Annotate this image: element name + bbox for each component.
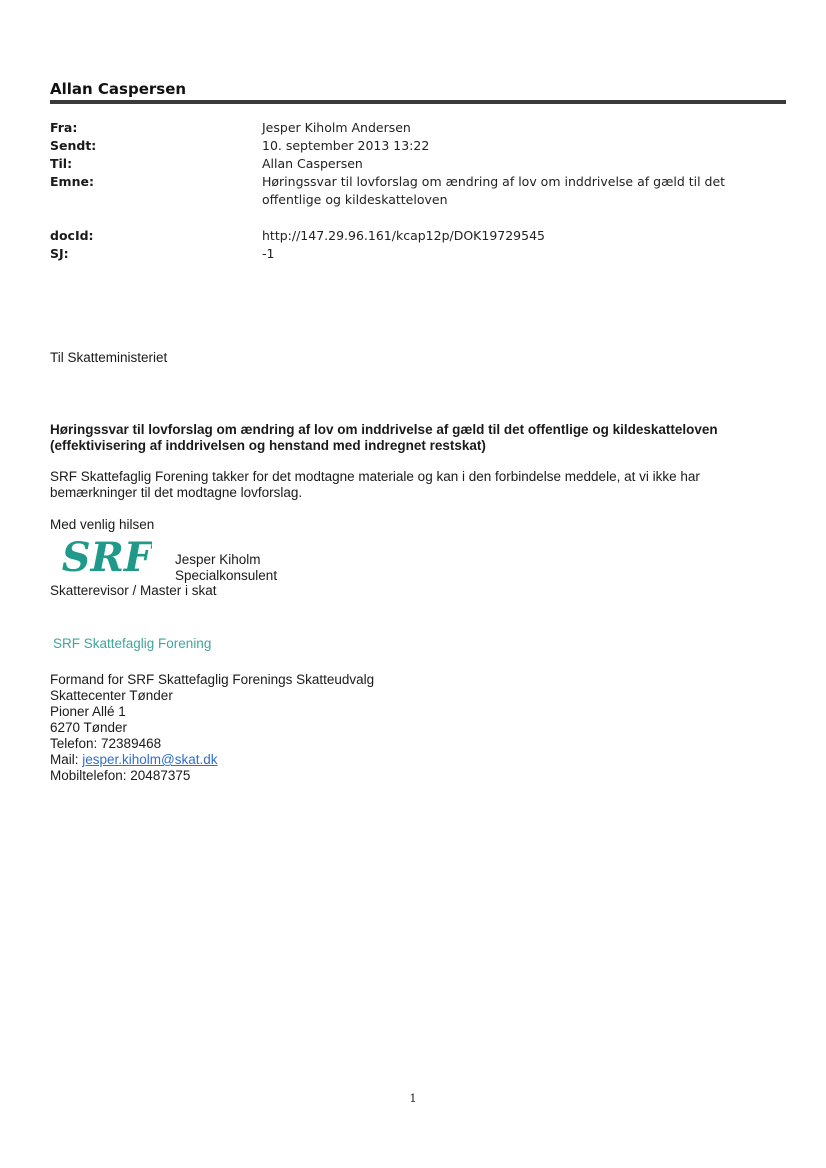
- signature-mail: [50, 752, 374, 768]
- to-value: Allan Caspersen: [262, 156, 363, 171]
- signature-name: Jesper Kiholm: [175, 552, 261, 567]
- mail-label: Mail:: [50, 752, 83, 767]
- page-number: 1: [409, 1092, 417, 1105]
- srf-logo-text: SRF: [62, 535, 152, 577]
- sj-value: -1: [262, 246, 275, 261]
- signature-line1: Formand for SRF Skattefaglig Forenings Skatteudvalg: [50, 672, 375, 687]
- to-label: Til:: [50, 156, 73, 171]
- docid-label: docId:: [50, 228, 94, 243]
- signature-phone: Telefon: 72389468: [50, 736, 162, 751]
- signature-line4: 6270 Tønder: [50, 720, 128, 735]
- signature-role: Skatterevisor / Master i skat: [50, 583, 217, 598]
- header-rule: [50, 100, 786, 104]
- letter-subject-line2: (effektivisering af inddrivelsen og henstand med indregnet restskat): [50, 438, 486, 453]
- sender-owner-name: Allan Caspersen: [50, 80, 187, 98]
- docid-value: http://147.29.96.161/kcap12p/DOK19729545: [262, 228, 545, 243]
- signature-title: Specialkonsulent: [175, 568, 278, 583]
- srf-logo-icon: [62, 535, 152, 577]
- signature-line3: Pioner Allé 1: [50, 704, 126, 719]
- from-value: Jesper Kiholm Andersen: [262, 120, 411, 135]
- subject-label: Emne:: [50, 174, 94, 189]
- body-paragraph-line1: SRF Skattefaglig Forening takker for det modtagne materiale og kan i den forbindelse meddele, at vi ikke har: [50, 469, 700, 484]
- subject-value: Høringssvar til lovforslag om ændring af lov om inddrivelse af gæld til det offentlige og kildeskatteloven: [262, 174, 726, 207]
- from-label: Fra:: [50, 120, 78, 135]
- signature-mobile: Mobiltelefon: 20487375: [50, 768, 191, 783]
- letter-subject-line1: Høringssvar til lovforslag om ændring af lov om inddrivelse af gæld til det offentlige og kildeskatteloven: [50, 422, 718, 437]
- signature-line2: Skattecenter Tønder: [50, 688, 173, 703]
- body-paragraph: [50, 469, 790, 501]
- sj-label: SJ:: [50, 246, 69, 261]
- body-paragraph-line2: bemærkninger til det modtagne lovforslag.: [50, 485, 303, 500]
- org-name: SRF Skattefaglig Forening: [53, 636, 212, 651]
- sent-label: Sendt:: [50, 138, 97, 153]
- mail-link[interactable]: jesper.kiholm@skat.dk: [82, 752, 218, 767]
- closing: Med venlig hilsen: [50, 517, 155, 532]
- letter-subject: [50, 422, 790, 454]
- greeting: Til Skatteministeriet: [50, 350, 168, 365]
- sent-value: 10. september 2013 13:22: [262, 138, 430, 153]
- signature-address: [50, 672, 374, 784]
